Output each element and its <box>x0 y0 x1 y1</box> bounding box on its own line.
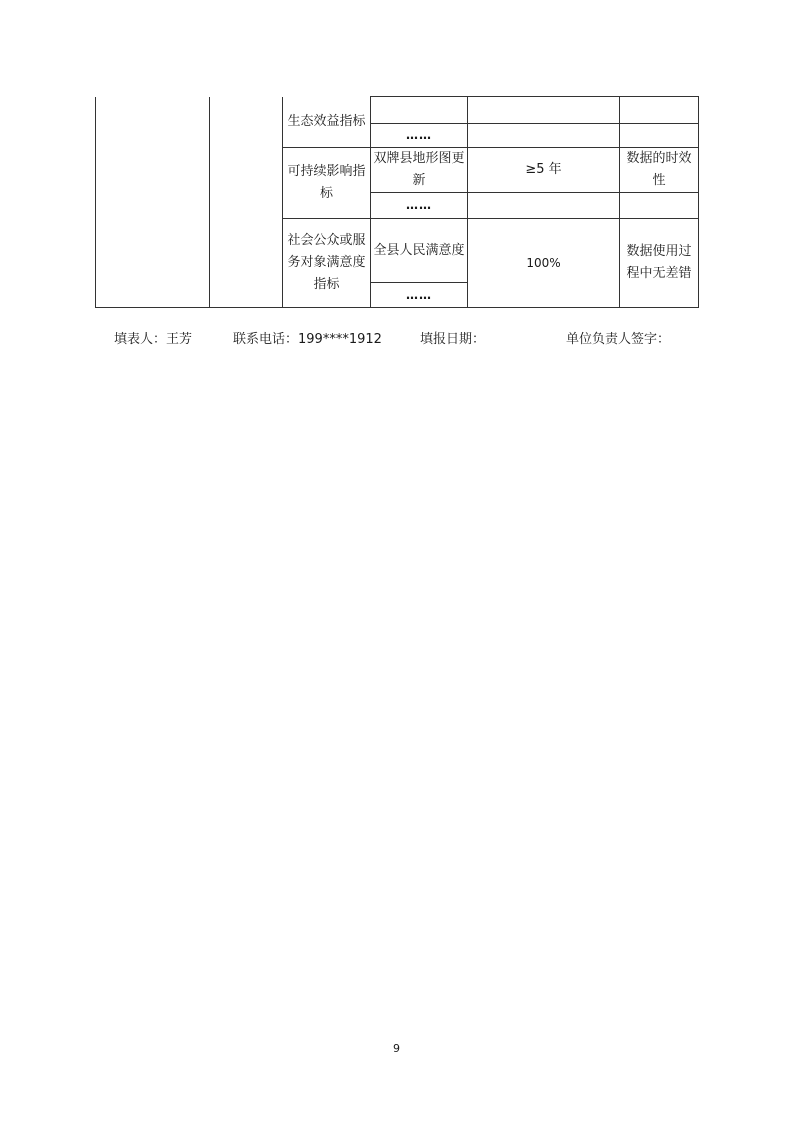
ecology-indicator-label: 生态效益指标 <box>287 113 366 129</box>
ellipsis-cell <box>371 283 468 308</box>
satisfaction-note-text: 数据使用过程中无差错 <box>626 244 692 281</box>
table-cell <box>620 97 699 124</box>
satisfaction-value-cell <box>468 219 620 308</box>
ellipsis-text: …… <box>406 198 432 212</box>
page-number: 9 <box>393 1042 400 1055</box>
sustain-indicator-label: 可持续影响指标 <box>287 164 366 201</box>
sustain-item-cell <box>371 148 468 193</box>
filler-name: 填表人：王芳 <box>114 332 193 347</box>
contact-phone: 联系电话：199****1912 <box>233 332 382 347</box>
ellipsis-text: …… <box>406 128 432 142</box>
fill-date: 填报日期： <box>420 332 486 347</box>
table-cell <box>468 124 620 148</box>
ellipsis-cell <box>371 193 468 219</box>
satisfaction-item-cell <box>371 219 468 283</box>
performance-indicator-table <box>95 96 699 308</box>
sustain-indicator-cell <box>283 148 371 219</box>
satisfaction-note-cell <box>620 219 699 308</box>
sustain-note-cell <box>620 148 699 193</box>
sustain-value-cell <box>468 148 620 193</box>
table-cell-level1 <box>96 97 210 308</box>
supervisor-signature: 单位负责人签字： <box>566 332 671 347</box>
table-cell <box>371 97 468 124</box>
satisfaction-indicator-cell <box>283 219 371 308</box>
satisfaction-indicator-label: 社会公众或服务对象满意度指标 <box>287 233 366 292</box>
sustain-value-text: ≥5 年 <box>525 162 562 177</box>
table-cell <box>468 97 620 124</box>
form-footer <box>0 328 793 348</box>
table-row <box>96 97 699 124</box>
ellipsis-cell <box>371 124 468 148</box>
table-cell-level2 <box>210 97 283 308</box>
table-cell <box>620 124 699 148</box>
sustain-note-text: 数据的时效性 <box>626 151 692 188</box>
ellipsis-text: …… <box>406 287 432 302</box>
satisfaction-value-text: 100% <box>526 255 561 270</box>
sustain-item-text: 双牌县地形图更新 <box>373 151 465 188</box>
satisfaction-item-text: 全县人民满意度 <box>373 242 465 258</box>
table-cell <box>468 193 620 219</box>
table-cell <box>620 193 699 219</box>
ecology-indicator-cell <box>283 97 371 148</box>
